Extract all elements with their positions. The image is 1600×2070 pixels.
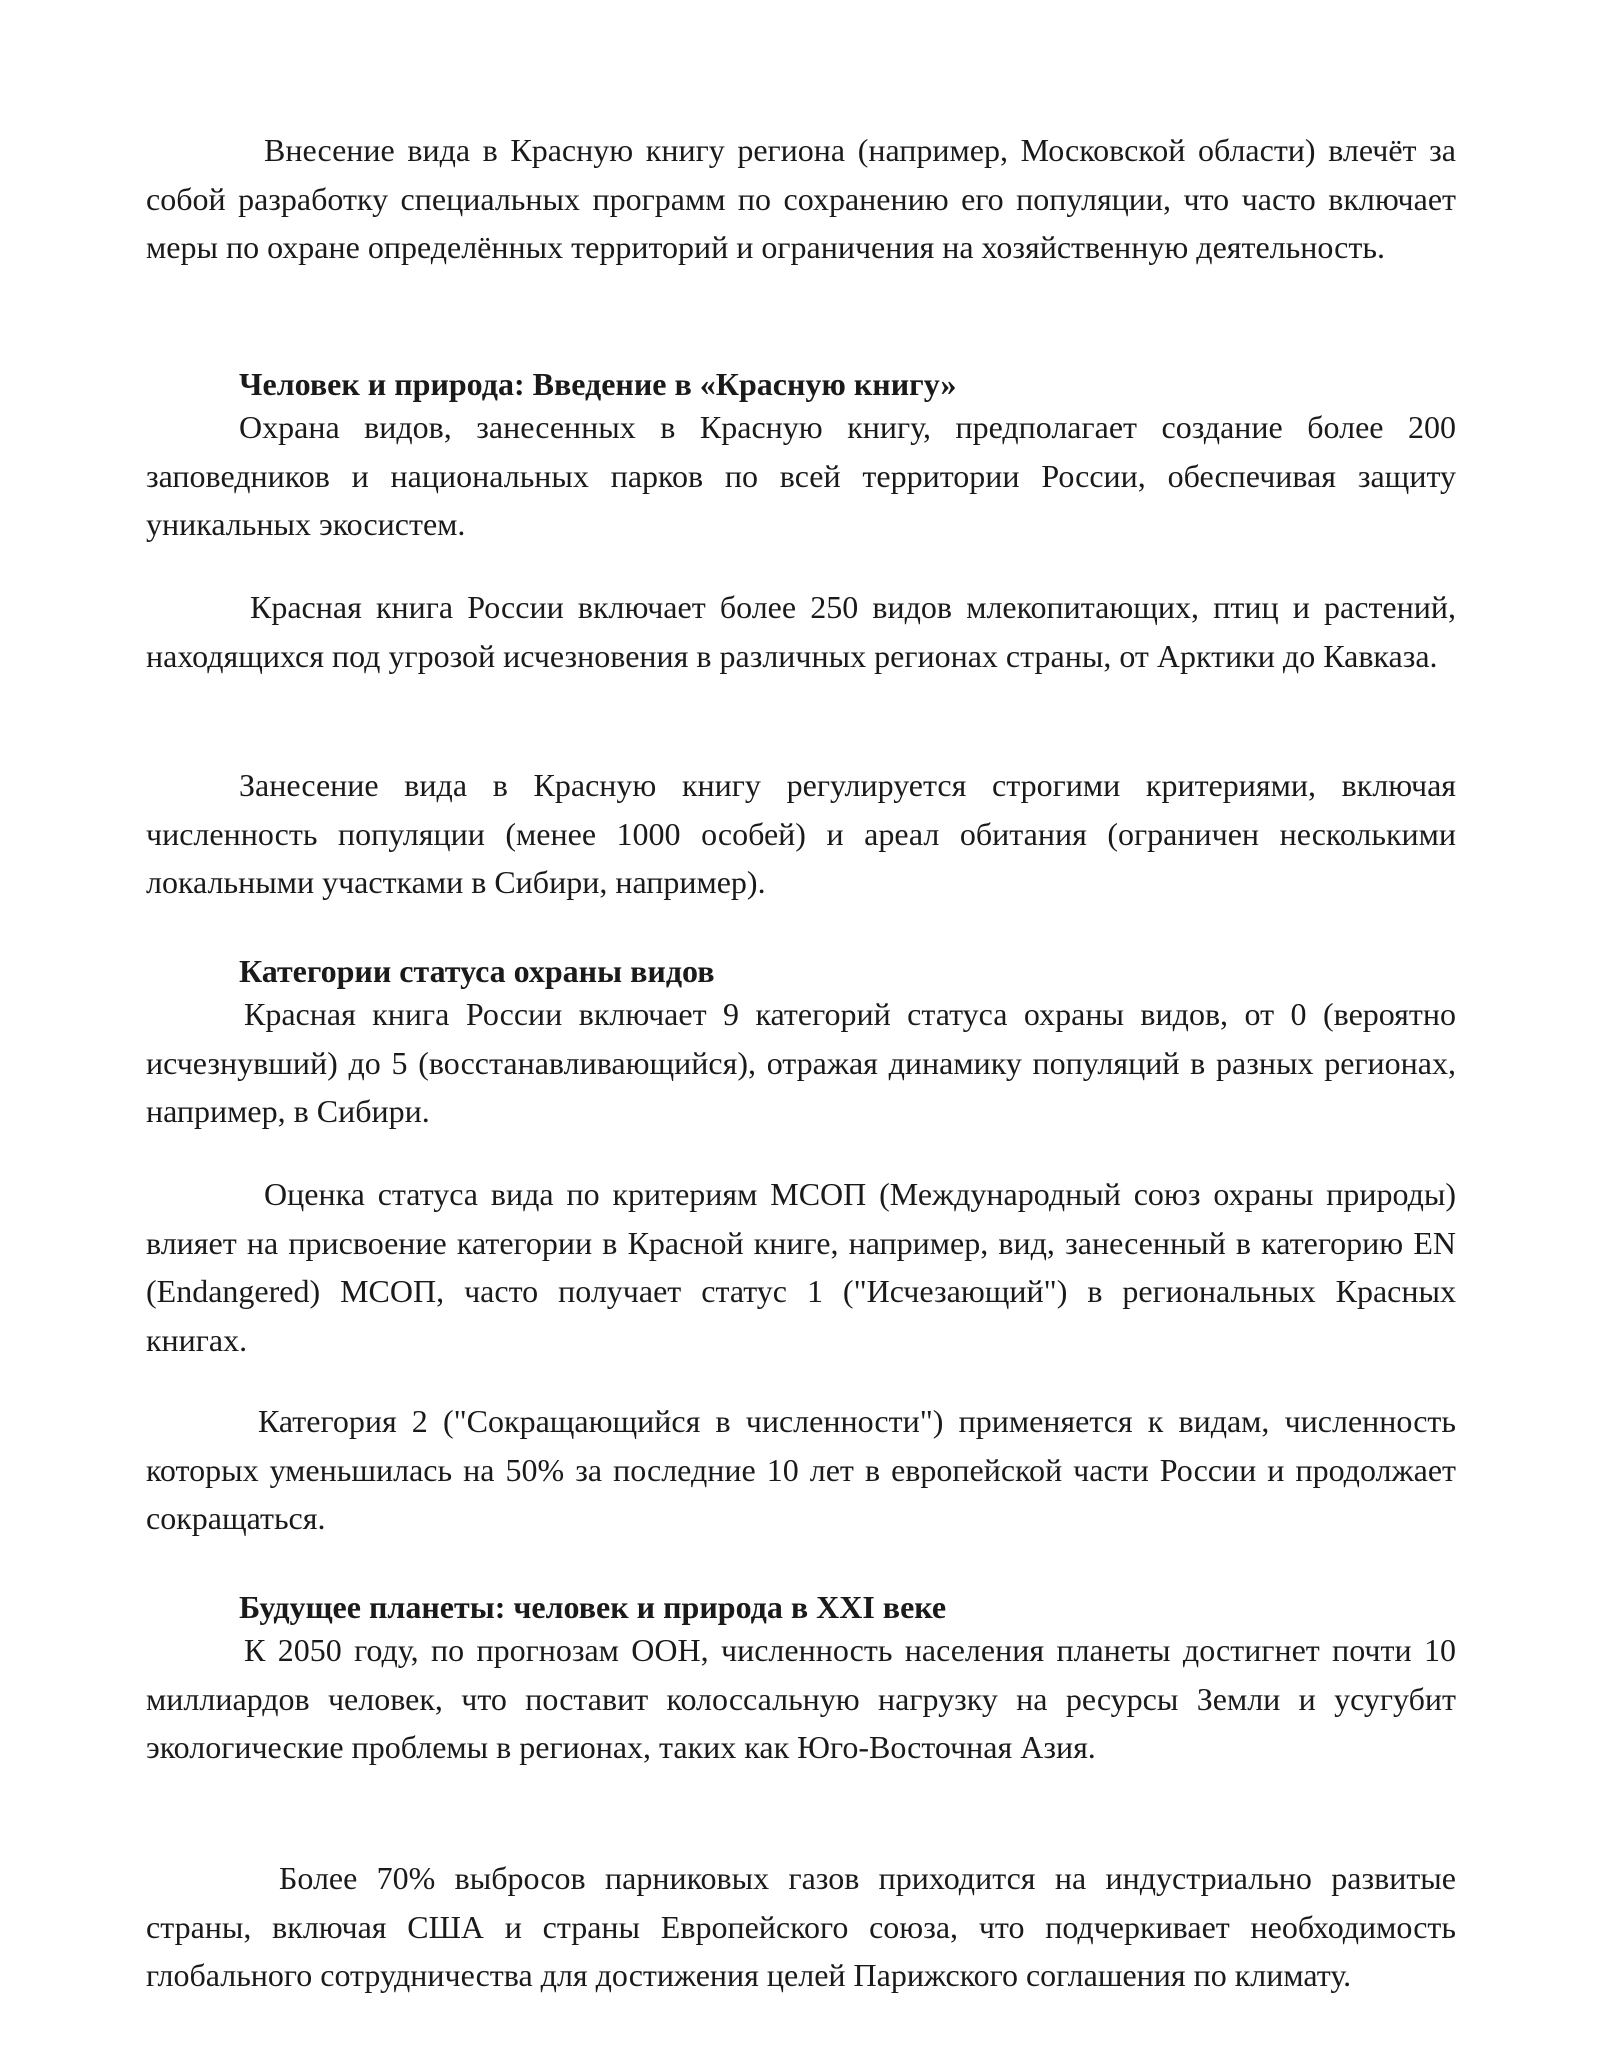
paragraph-iucn-assessment: Оценка статуса вида по критериям МСОП (Международный союз охраны природы) влияет на присвоение категории в Красной книге, например, вид, занесенный в категорию EN (Endangered) МСОП, часто получает статус 1 ("Исчезающий") в региональных Красных книгах.	[146, 1176, 1456, 1358]
paragraph-status-categories: Красная книга России включает 9 категорий статуса охраны видов, от 0 (вероятно исчезнувший) до 5 (восстанавливающийся), отражая динамику популяций в разных регионах, например, в Сибири.	[146, 996, 1456, 1129]
section-heading-protection-categories: Категории статуса охраны видов	[239, 953, 715, 989]
paragraph-red-book-russia-species: Красная книга России включает более 250 видов млекопитающих, птиц и растений, находящихся под угрозой исчезновения в различных регионах страны, от Арктики до Кавказа.	[146, 589, 1456, 674]
section-heading-man-and-nature: Человек и природа: Введение в «Красную книгу»	[239, 366, 957, 402]
paragraph-category-two: Категория 2 ("Сокращающийся в численности") применяется к видам, численность которых уменьшилась на 50% за последние 10 лет в европейской части России и продолжает сокращаться.	[146, 1403, 1456, 1536]
section-heading-future-of-planet: Будущее планеты: человек и природа в XXI веке	[239, 1589, 947, 1625]
paragraph-red-book-region: Внесение вида в Красную книгу региона (например, Московской области) влечёт за собой разработку специальных программ по сохранению его популяции, что часто включает меры по охране определённых территорий и ограничения на хозяйственную деятельность.	[146, 132, 1456, 265]
paragraph-species-protection: Охрана видов, занесенных в Красную книгу, предполагает создание более 200 заповедников и национальных парков по всей территории России, обеспечивая защиту уникальных экосистем.	[146, 409, 1456, 542]
paragraph-greenhouse-emissions: Более 70% выбросов парниковых газов приходится на индустриально развитые страны, включая США и страны Европейского союза, что подчеркивает необходимость глобального сотрудничества для достижения целей Парижского соглашения по климату.	[146, 1860, 1456, 1993]
paragraph-population-forecast: К 2050 году, по прогнозам ООН, численность населения планеты достигнет почти 10 миллиардов человек, что поставит колоссальную нагрузку на ресурсы Земли и усугубит экологические проблемы в регионах, таких как Юго-Восточная Азия.	[146, 1632, 1456, 1765]
paragraph-listing-criteria: Занесение вида в Красную книгу регулируется строгими критериями, включая численность популяции (менее 1000 особей) и ареал обитания (ограничен несколькими локальными участками в Сибири, например).	[146, 767, 1456, 900]
